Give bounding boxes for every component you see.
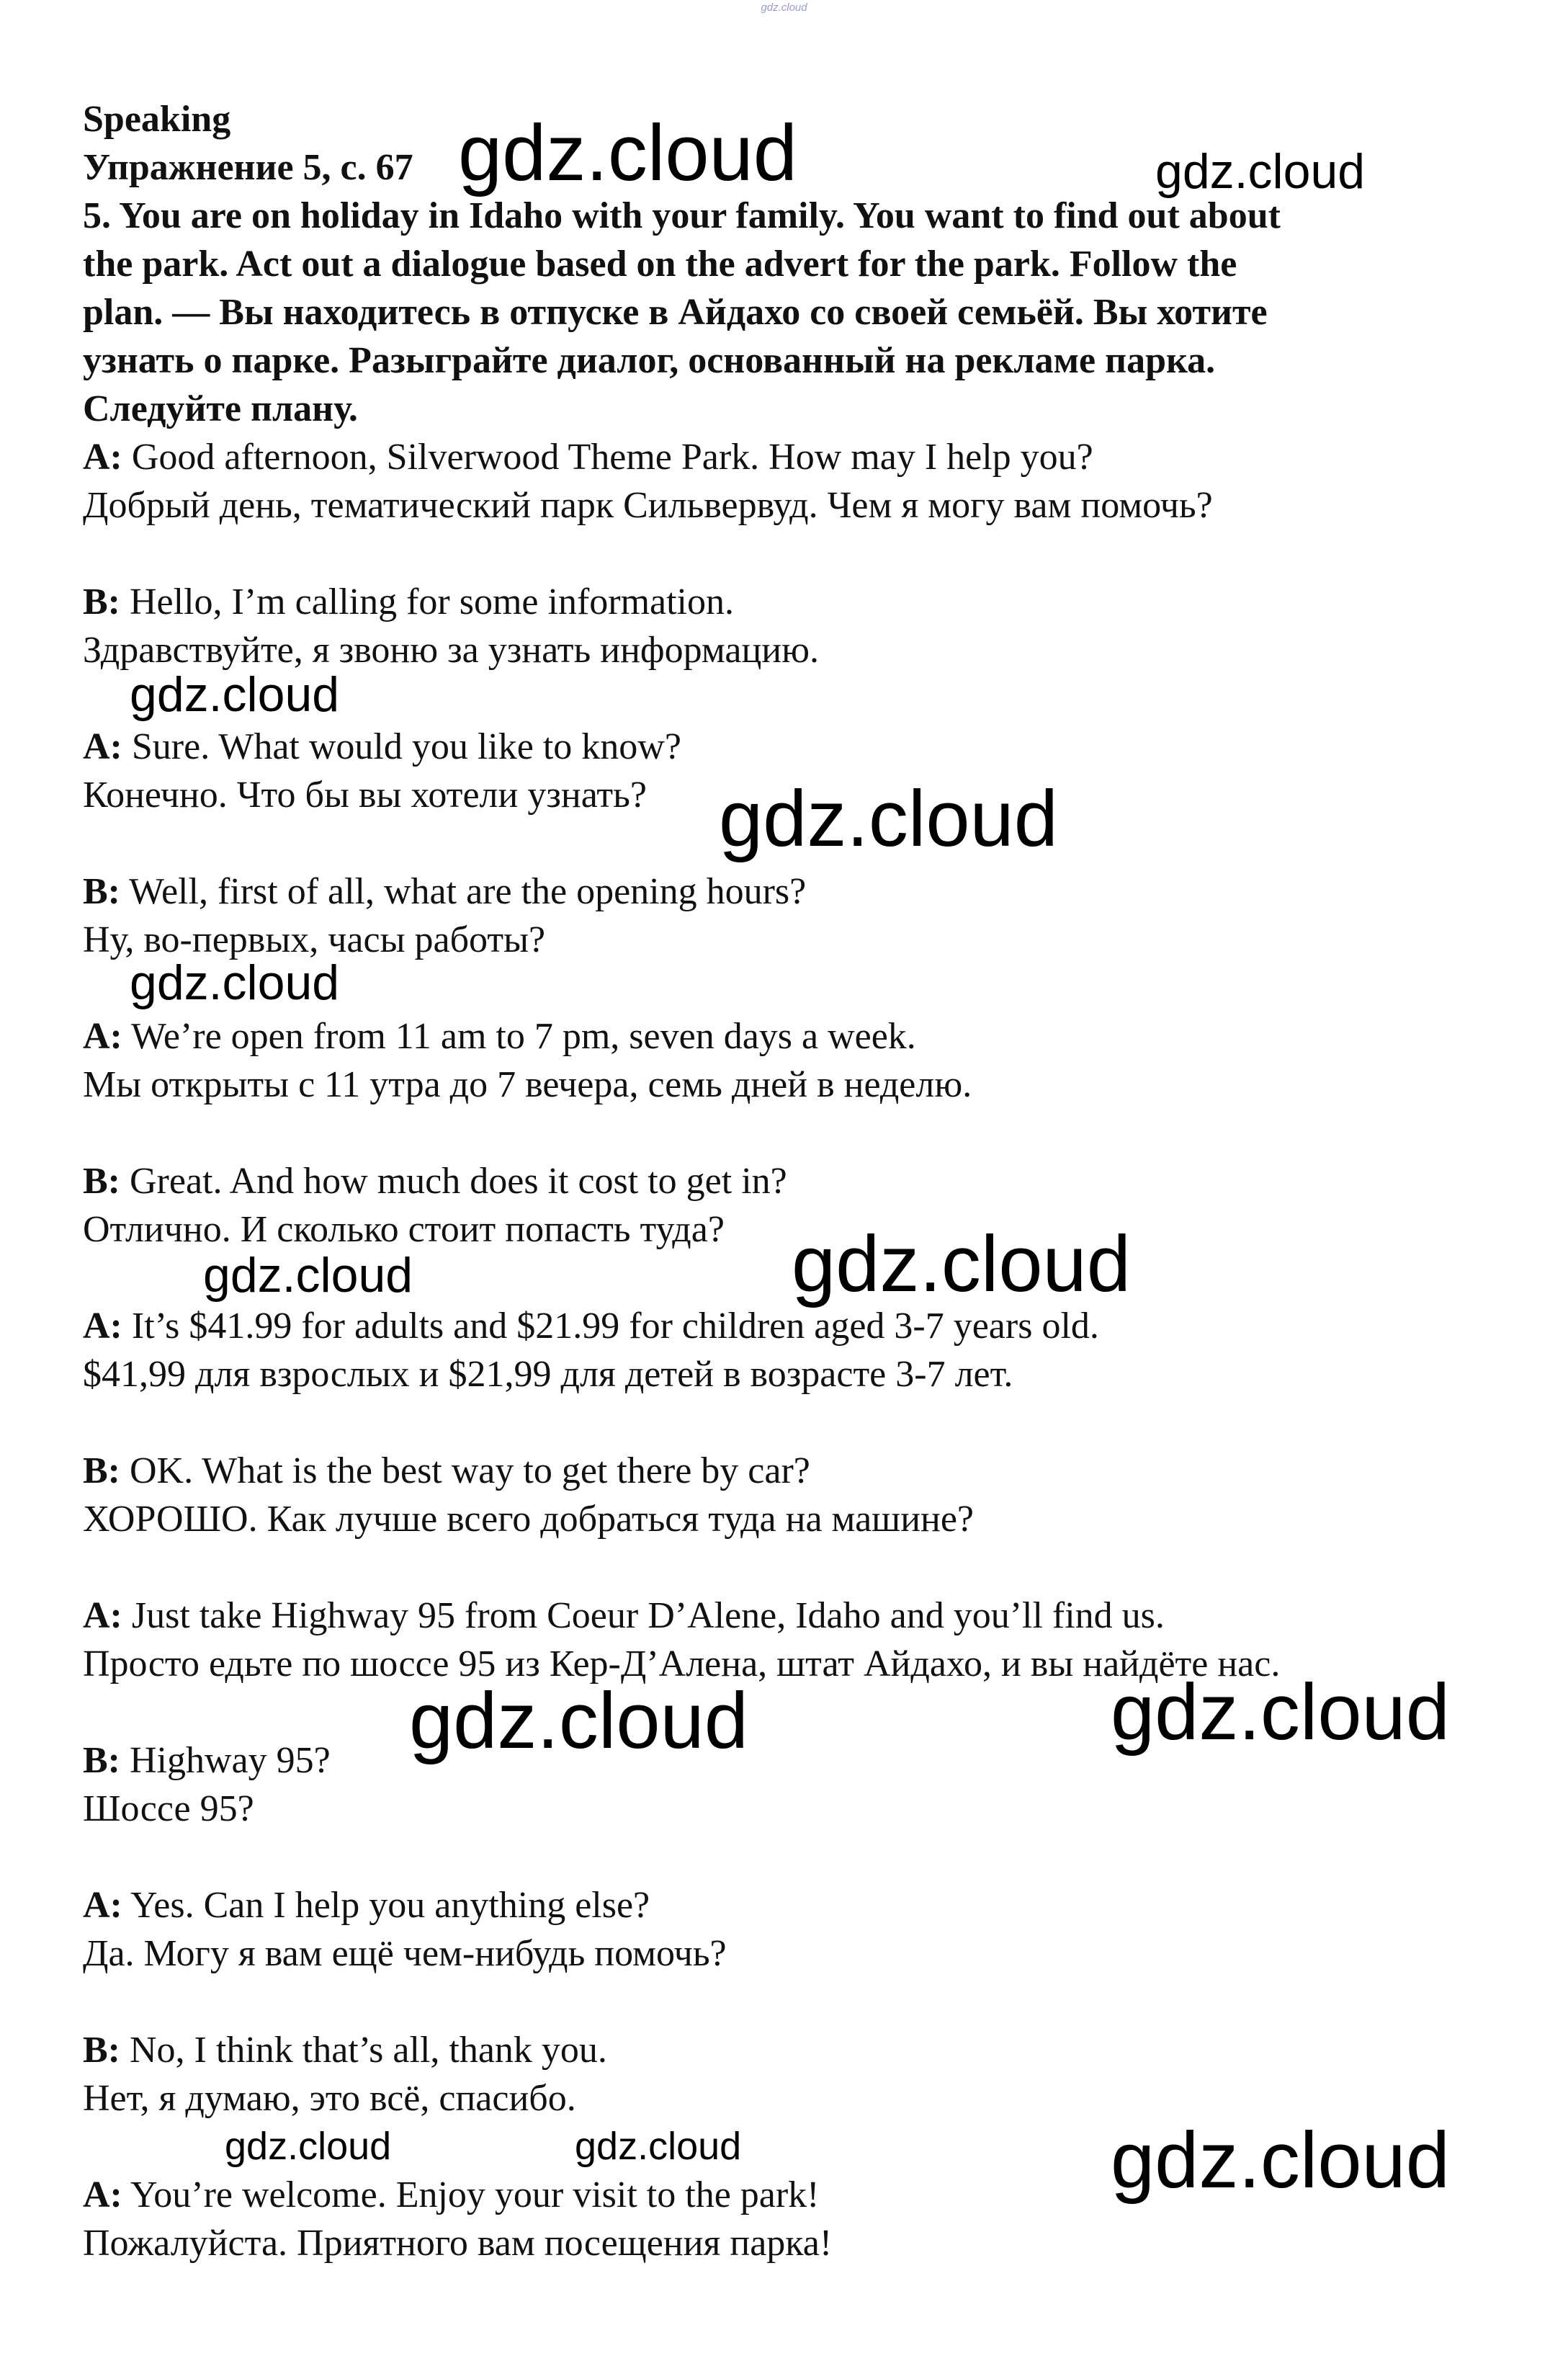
translation-line: Пожалуйста. Приятного вам посещения парка! <box>83 2223 833 2264</box>
task-line: plan. — Вы находитесь в отпуске в Айдахо со своей семьёй. Вы хотите <box>83 292 1268 333</box>
dialogue-line <box>83 723 1451 771</box>
watermark: gdz.cloud <box>1111 1668 1450 1757</box>
utterance: OK. What is the best way to get there by car? <box>120 1450 810 1491</box>
exercise-ref: Упражнение 5, с. 67 <box>83 147 413 188</box>
spacer <box>83 1833 1451 1881</box>
dialogue-line <box>83 433 1451 481</box>
translation-line: Ну, во-первых, часы работы? <box>83 919 546 960</box>
utterance: No, I think that’s all, thank you. <box>120 2030 607 2071</box>
speaker-label: A: <box>83 437 122 478</box>
task-line: the park. Act out a dialogue based on the advert for the park. Follow the <box>83 244 1237 285</box>
dialogue-line <box>83 1302 1451 1350</box>
dialogue-line <box>83 1592 1451 1640</box>
dialogue-line <box>83 578 1451 626</box>
spacer <box>83 1543 1451 1592</box>
watermark: gdz.cloud <box>1155 144 1366 199</box>
document-content <box>83 95 1451 2267</box>
speaker-label: B: <box>83 1740 120 1781</box>
speaker-label: B: <box>83 581 120 622</box>
task-line: 5. You are on holiday in Idaho with your family. You want to find out about <box>83 195 1281 236</box>
utterance: Highway 95? <box>120 1740 331 1781</box>
dialogue-line <box>83 1447 1451 1495</box>
speaker-label: B: <box>83 871 120 912</box>
speaker-label: A: <box>83 1306 122 1347</box>
translation-line: Отлично. И сколько стоит попасть туда? <box>83 1209 725 1250</box>
watermark: gdz.cloud <box>458 109 797 197</box>
dialogue-line <box>83 1157 1451 1205</box>
watermark: gdz.cloud <box>719 775 1058 863</box>
utterance: We’re open from 11 am to 7 pm, seven days a week. <box>122 1016 916 1057</box>
utterance: Yes. Can I help you anything else? <box>122 1885 650 1926</box>
task-line: узнать о парке. Разыграйте диалог, основанный на рекламе парка. <box>83 340 1216 381</box>
speaker-label: A: <box>83 2174 122 2215</box>
speaker-label: B: <box>83 2030 120 2071</box>
translation-line: Добрый день, тематический парк Сильвервуд. Чем я могу вам помочь? <box>83 485 1213 526</box>
speaker-label: B: <box>83 1161 120 1202</box>
utterance: Good afternoon, Silverwood Theme Park. How may I help you? <box>122 437 1093 478</box>
task-line: Следуйте плану. <box>83 388 358 429</box>
translation-line: Просто едьте по шоссе 95 из Кер-Д’Алена, штат Айдахо, и вы найдёте нас. <box>83 1643 1281 1684</box>
translation-line: Нет, я думаю, это всё, спасибо. <box>83 2078 576 2119</box>
translation-line: Да. Могу я вам ещё чем-нибудь помочь? <box>83 1933 727 1974</box>
dialogue-line <box>83 1012 1451 1061</box>
spacer <box>83 1978 1451 2026</box>
translation-line: ХОРОШО. Как лучше всего добраться туда на машине? <box>83 1499 975 1540</box>
speaker-label: B: <box>83 1450 120 1491</box>
utterance: You’re welcome. Enjoy your visit to the park! <box>122 2174 820 2215</box>
watermark: gdz.cloud <box>575 2125 742 2168</box>
watermark: gdz.cloud <box>130 667 340 722</box>
watermark: gdz.cloud <box>1111 2116 1450 2205</box>
utterance: Just take Highway 95 from Coeur D’Alene, Idaho and you’ll find us. <box>122 1595 1165 1636</box>
watermark: gdz.cloud <box>225 2125 392 2168</box>
top-watermark: gdz.cloud <box>761 1 807 14</box>
translation-line: Мы открыты с 11 утра до 7 вечера, семь дней в неделю. <box>83 1064 972 1105</box>
watermark: gdz.cloud <box>409 1677 748 1765</box>
translation-line: Здравствуйте, я звоню за узнать информацию. <box>83 630 819 671</box>
translation-line: Конечно. Что бы вы хотели узнать? <box>83 775 647 816</box>
utterance: Great. And how much does it cost to get in? <box>120 1161 787 1202</box>
utterance: Well, first of all, what are the opening hours? <box>120 871 807 912</box>
spacer <box>83 1109 1451 1157</box>
spacer <box>83 1398 1451 1447</box>
translation-line: Шоссе 95? <box>83 1788 254 1829</box>
utterance: Sure. What would you like to know? <box>122 726 681 767</box>
watermark: gdz.cloud <box>203 1248 413 1303</box>
watermark: gdz.cloud <box>792 1220 1131 1308</box>
speaker-label: A: <box>83 1885 122 1926</box>
heading: Speaking <box>83 99 231 140</box>
translation-line: $41,99 для взрослых и $21,99 для детей в возрасте 3-7 лет. <box>83 1354 1013 1395</box>
speaker-label: A: <box>83 1016 122 1057</box>
spacer <box>83 530 1451 578</box>
utterance: Hello, I’m calling for some information. <box>120 581 735 622</box>
speaker-label: A: <box>83 726 122 767</box>
utterance: It’s $41.99 for adults and $21.99 for children aged 3-7 years old. <box>122 1306 1099 1347</box>
watermark: gdz.cloud <box>130 955 340 1010</box>
speaker-label: A: <box>83 1595 122 1636</box>
dialogue-line <box>83 2026 1451 2074</box>
dialogue-line <box>83 1881 1451 1929</box>
dialogue-line <box>83 867 1451 916</box>
